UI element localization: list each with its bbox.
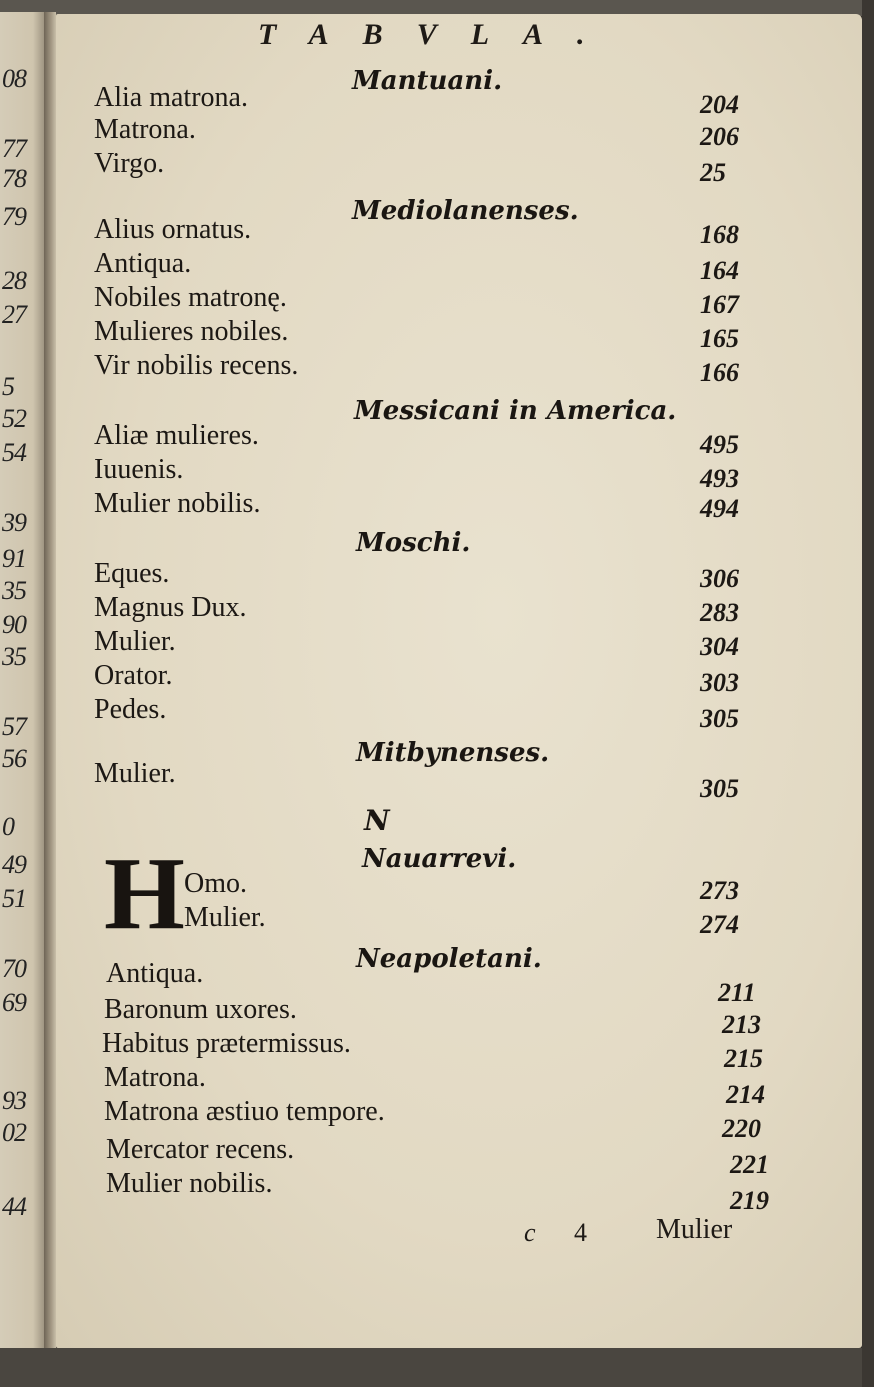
page-reference: 167 xyxy=(700,290,739,319)
index-entry: Orator. xyxy=(94,660,173,691)
page-reference: 495 xyxy=(700,430,739,459)
page-reference: 164 xyxy=(700,256,739,285)
page-reference: 219 xyxy=(730,1186,769,1215)
margin-number: 28 xyxy=(2,266,26,295)
margin-number: 69 xyxy=(2,988,26,1017)
margin-number: 27 xyxy=(2,300,26,329)
page-reference: 168 xyxy=(700,220,739,249)
margin-number: 35 xyxy=(2,642,26,671)
page-reference: 215 xyxy=(724,1044,763,1073)
index-entry: Antiqua. xyxy=(94,248,192,279)
margin-number: 35 xyxy=(2,576,26,605)
scanner-bed-bottom xyxy=(0,1348,874,1387)
margin-number: 51 xyxy=(2,884,26,913)
index-entry: Eques. xyxy=(94,558,170,589)
section-heading-messicani: Messicani in America. xyxy=(354,396,677,426)
page-reference: 304 xyxy=(700,632,739,661)
margin-number: 44 xyxy=(2,1192,26,1221)
page-reference: 165 xyxy=(700,324,739,353)
page-reference: 221 xyxy=(730,1150,769,1179)
page-reference: 206 xyxy=(700,122,739,151)
signature-number: 4 xyxy=(574,1218,587,1247)
decorated-initial: H xyxy=(104,836,185,951)
page-reference: 306 xyxy=(700,564,739,593)
section-heading-neapoletani: Neapoletani. xyxy=(356,944,542,974)
alphabet-letter-heading: N xyxy=(364,804,390,837)
index-entry: Pedes. xyxy=(94,694,167,725)
margin-number: 78 xyxy=(2,164,26,193)
page-reference: 493 xyxy=(700,464,739,493)
scanner-bed-right xyxy=(862,0,874,1387)
index-entry: Mulier. xyxy=(94,758,176,789)
index-entry: Nobiles matronę. xyxy=(94,282,287,313)
index-entry: Mulier. xyxy=(184,902,266,933)
section-heading-mediolanenses: Mediolanenses. xyxy=(352,196,579,226)
margin-number: 57 xyxy=(2,712,26,741)
index-entry: Matrona æstiuo tempore. xyxy=(104,1096,385,1127)
book-gutter xyxy=(44,12,56,1348)
index-entry: Virgo. xyxy=(94,148,165,179)
margin-number: 08 xyxy=(2,64,26,93)
margin-number: 93 xyxy=(2,1086,26,1115)
page-reference: 166 xyxy=(700,358,739,387)
index-entry: Mulier nobilis. xyxy=(106,1168,273,1199)
margin-number: 02 xyxy=(2,1118,26,1147)
section-heading-nauarrevi: Nauarrevi. xyxy=(362,844,517,874)
index-entry: Baronum uxores. xyxy=(104,994,297,1025)
margin-number: 79 xyxy=(2,202,26,231)
margin-number: 70 xyxy=(2,954,26,983)
section-heading-mantuani: Mantuani. xyxy=(352,66,503,96)
signature-mark: c xyxy=(524,1218,536,1247)
index-entry: Omo. xyxy=(184,868,247,899)
section-heading-moschi: Moschi. xyxy=(356,528,471,558)
index-entry: Alius ornatus. xyxy=(94,214,252,245)
index-entry: Iuuenis. xyxy=(94,454,184,485)
facing-page-edge xyxy=(0,12,44,1348)
index-entry: Mulieres nobiles. xyxy=(94,316,289,347)
margin-number: 54 xyxy=(2,438,26,467)
margin-number: 52 xyxy=(2,404,26,433)
index-entry: Matrona. xyxy=(104,1062,206,1093)
page-reference: 494 xyxy=(700,494,739,523)
page-reference: 273 xyxy=(700,876,739,905)
margin-number: 90 xyxy=(2,610,26,639)
margin-number: 91 xyxy=(2,544,26,573)
page-reference: 211 xyxy=(718,978,756,1007)
page-reference: 283 xyxy=(700,598,739,627)
index-entry: Matrona. xyxy=(94,114,196,145)
margin-number: 56 xyxy=(2,744,26,773)
margin-number: 49 xyxy=(2,850,26,879)
page-reference: 214 xyxy=(726,1080,765,1109)
page-reference: 305 xyxy=(700,704,739,733)
index-entry: Vir nobilis recens. xyxy=(94,350,299,381)
running-header: TABVLA. xyxy=(258,18,619,51)
catchword: Mulier xyxy=(656,1214,733,1245)
page-reference: 213 xyxy=(722,1010,761,1039)
index-entry: Alia matrona. xyxy=(94,82,248,113)
page-reference: 204 xyxy=(700,90,739,119)
page-reference: 25 xyxy=(700,158,726,187)
margin-number: 0 xyxy=(2,812,14,841)
margin-number: 5 xyxy=(2,372,14,401)
section-heading-mitbynenses: Mitbynenses. xyxy=(356,738,550,768)
index-entry: Antiqua. xyxy=(106,958,204,989)
margin-number: 39 xyxy=(2,508,26,537)
index-entry: Mercator recens. xyxy=(106,1134,295,1165)
index-entry: Magnus Dux. xyxy=(94,592,247,623)
margin-number: 77 xyxy=(2,134,26,163)
index-entry: Aliæ mulieres. xyxy=(94,420,259,451)
index-entry: Habitus prætermissus. xyxy=(102,1028,351,1059)
page-reference: 303 xyxy=(700,668,739,697)
index-entry: Mulier. xyxy=(94,626,176,657)
page-reference: 305 xyxy=(700,774,739,803)
index-entry: Mulier nobilis. xyxy=(94,488,261,519)
page-reference: 220 xyxy=(722,1114,761,1143)
page-reference: 274 xyxy=(700,910,739,939)
